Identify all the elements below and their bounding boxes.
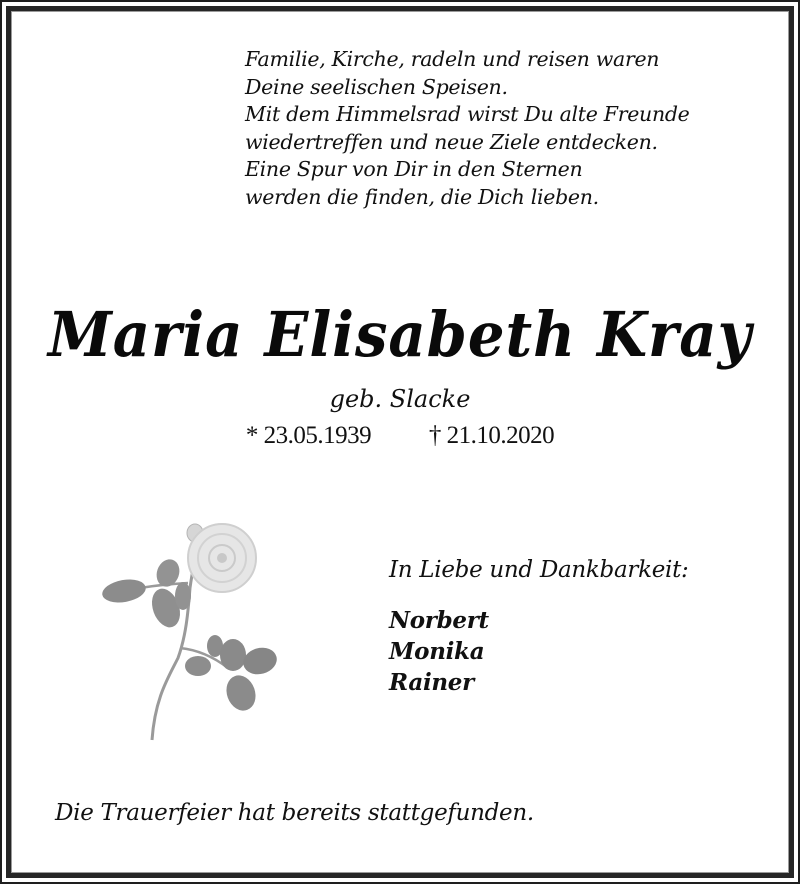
deceased-name: Maria Elisabeth Kray — [47, 298, 753, 371]
poem-line: werden die finden, die Dich lieben. — [245, 184, 599, 209]
mourners-list — [389, 605, 489, 698]
life-dates — [0, 422, 800, 450]
poem — [245, 46, 690, 212]
poem-line: wiedertreffen und neue Ziele entdecken. — [245, 129, 658, 154]
funeral-note: Die Trauerfeier hat bereits stattgefunden. — [55, 800, 534, 826]
poem-line: Deine seelischen Speisen. — [245, 74, 508, 99]
poem-line: Mit dem Himmelsrad wirst Du alte Freunde — [245, 102, 690, 127]
maiden-name: geb. Slacke — [329, 385, 471, 413]
rose-icon — [100, 518, 285, 743]
mourner-name: Norbert — [389, 607, 489, 634]
mourner-name: Monika — [389, 638, 485, 665]
poem-line: Familie, Kirche, radeln und reisen waren — [245, 47, 660, 71]
thanks-line: In Liebe und Dankbarkeit: — [389, 557, 689, 583]
birth-date: * 23.05.1939 — [245, 422, 372, 449]
mourner-name: Rainer — [389, 669, 474, 696]
poem-line: Eine Spur von Dir in den Sternen — [245, 157, 583, 182]
death-date: † 21.10.2020 — [428, 422, 555, 449]
